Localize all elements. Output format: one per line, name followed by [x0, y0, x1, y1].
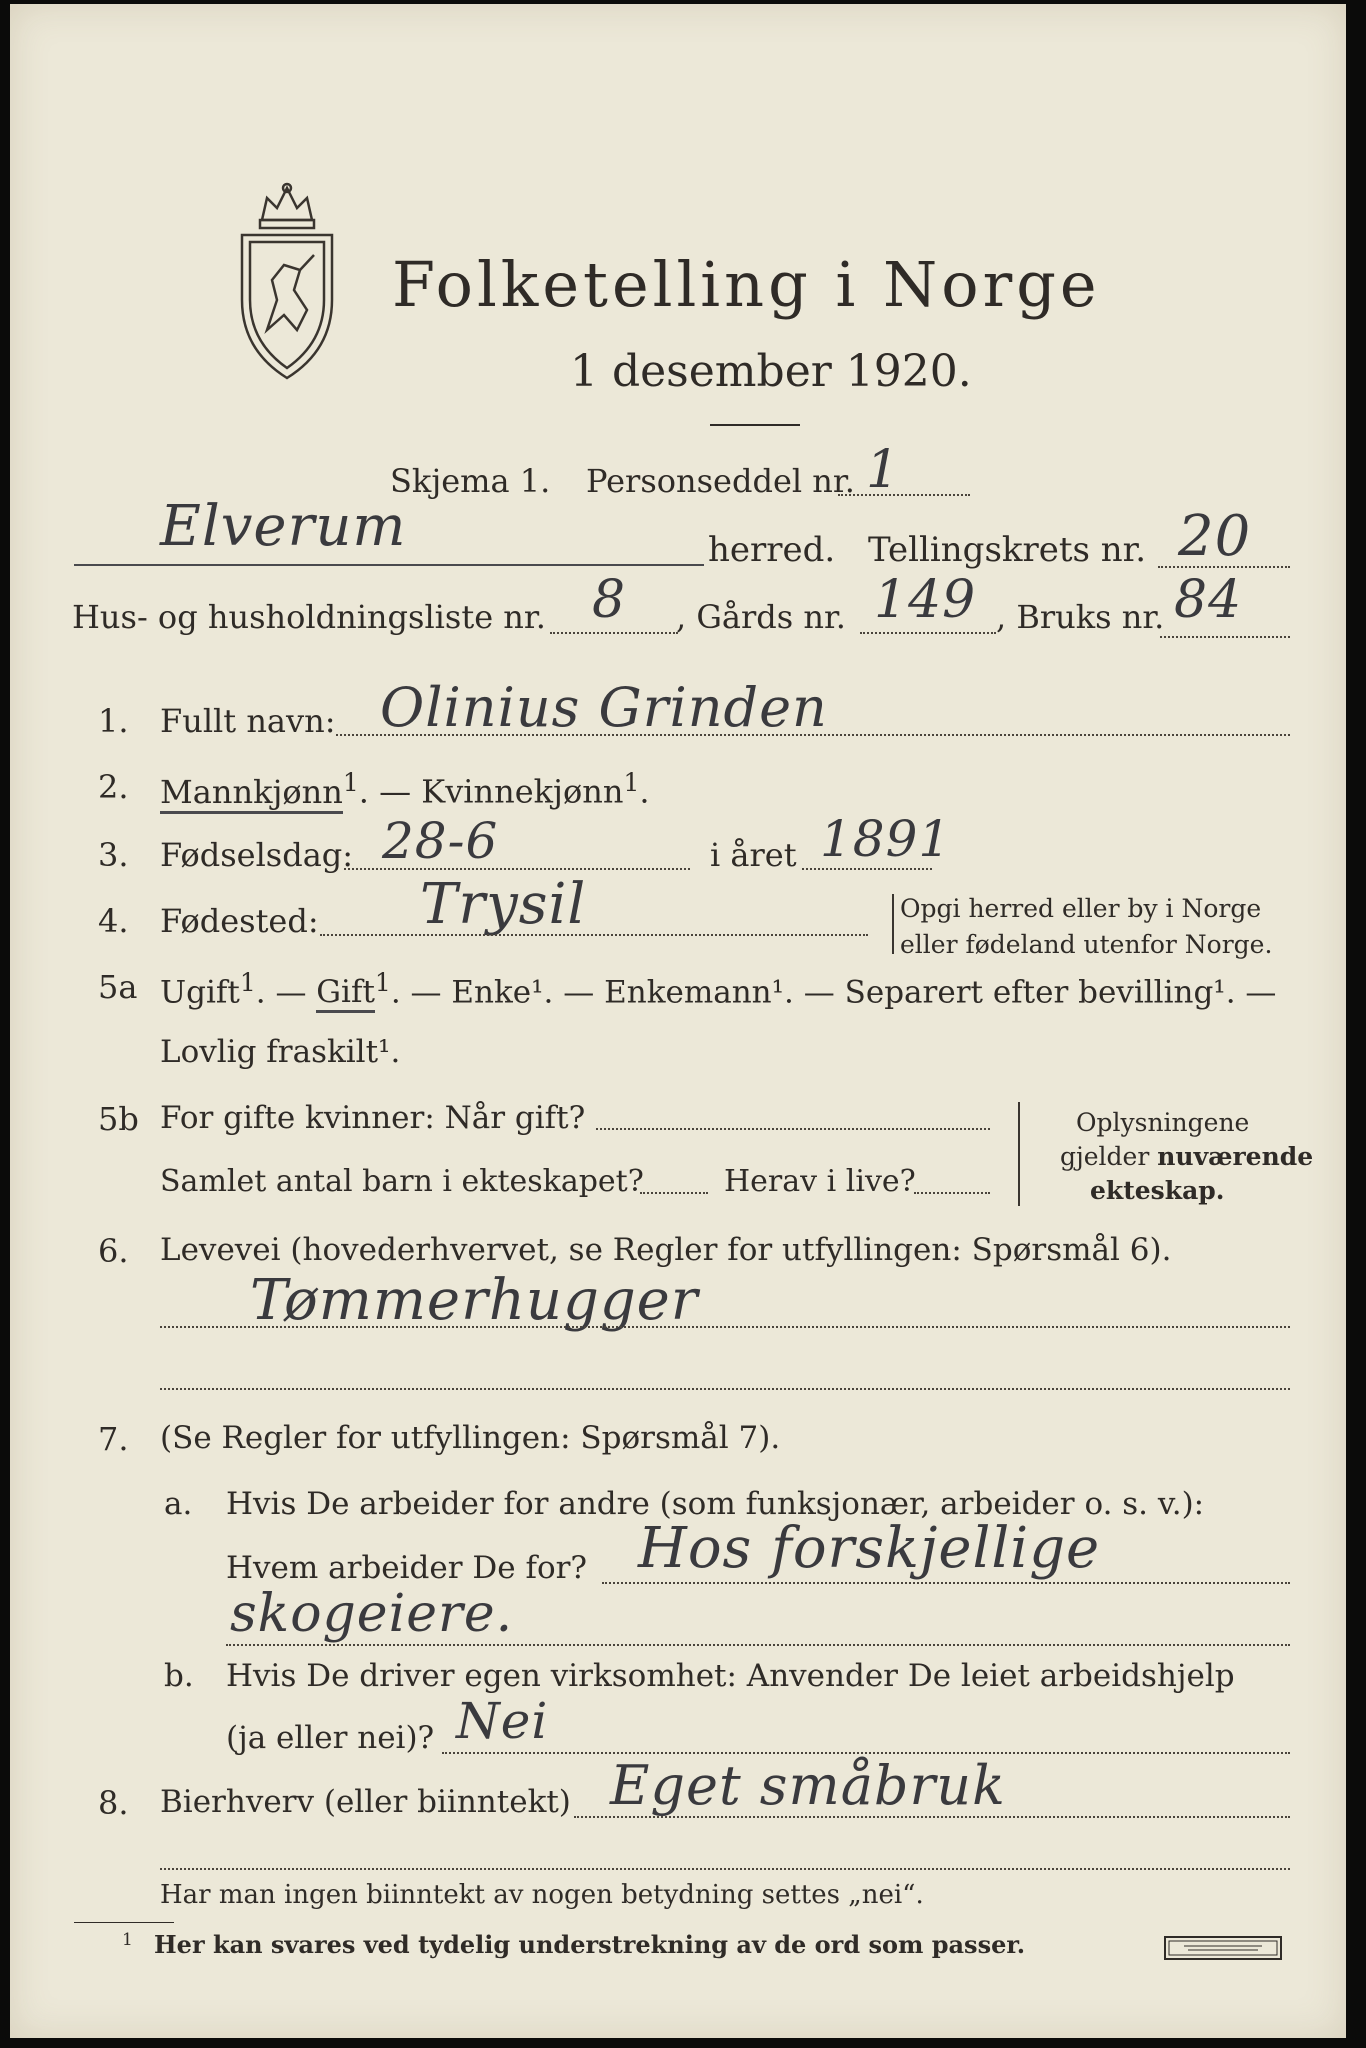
q6-number: 6.	[98, 1232, 129, 1270]
q7b-label: Hvis De driver egen virksomhet: Anvender De leiet arbeidshjelp	[226, 1658, 1235, 1694]
census-date: 1 desember 1920.	[570, 346, 972, 397]
form-title: Folketelling i Norge	[392, 248, 1101, 321]
q1-label: Fullt navn:	[160, 702, 336, 740]
occupation-value: Tømmerhugger	[250, 1268, 699, 1333]
q7-label: (Se Regler for utfyllingen: Spørsmål 7).	[160, 1420, 781, 1456]
hus-label: Hus- og husholdningsliste nr.	[72, 598, 546, 636]
married-option: Gift	[316, 974, 375, 1013]
gards-label: , Gårds nr.	[676, 598, 846, 636]
q2-number: 2.	[98, 768, 129, 806]
personseddel-line	[838, 494, 970, 496]
q3-line	[344, 868, 690, 870]
q5b-when-married-label: For gifte kvinner: Når gift?	[160, 1100, 586, 1136]
q1-number: 1.	[98, 702, 129, 740]
q8-number: 8.	[98, 1784, 129, 1822]
herred-label: herred.	[708, 530, 836, 570]
birthdate-value: 28-6	[382, 812, 499, 870]
employer-value-line2: skogeiere.	[230, 1584, 514, 1644]
male-option: Mannkjønn	[160, 773, 343, 814]
tellingskrets-label: Tellingskrets nr.	[868, 530, 1147, 570]
q3-label: Fødselsdag:	[160, 836, 354, 874]
q5b-note-gjelder: gjelder	[1060, 1142, 1150, 1171]
q5b-note-line3: ekteskap.	[1090, 1176, 1225, 1205]
q3-year-label: i året	[710, 836, 797, 874]
q5a-options: Ugift$^1$. — Gift$^1$. — Enke¹. — Enkemann¹. — Separert efter bevilling¹. —	[160, 968, 1276, 1010]
title-divider	[710, 424, 800, 426]
q5a-remaining-options: — Enke¹. — Enkemann¹. — Separert efter bevilling¹. —	[410, 974, 1277, 1011]
q5b-when-married-line	[596, 1128, 990, 1130]
q5b-note-line1: Oplysningene	[1076, 1108, 1250, 1137]
bruks-line	[1160, 636, 1290, 638]
q1-line	[336, 734, 1290, 736]
divorced-option: Lovlig fraskilt¹.	[160, 1034, 401, 1070]
q7a-label: Hvis De arbeider for andre (som funksjonær, arbeider o. s. v.):	[226, 1486, 1205, 1522]
q3-year-line	[802, 868, 932, 870]
unmarried-option: Ugift	[160, 974, 240, 1011]
personseddel-label: Personseddel nr.	[586, 462, 855, 500]
q4-note-brace	[892, 894, 894, 954]
q8-label: Bierhverv (eller biinntekt)	[160, 1784, 571, 1820]
herred-value: Elverum	[160, 494, 407, 559]
q2-options: Mannkjønn$^1$. — Kvinnekjønn$^1$.	[160, 768, 650, 811]
q4-note-line1: Opgi herred eller by i Norge	[900, 894, 1262, 923]
q8-line-2	[160, 1868, 1290, 1870]
q5b-alive-label: Herav i live?	[724, 1164, 916, 1199]
q5b-number: 5b	[98, 1100, 139, 1138]
side-income-value: Eget småbruk	[610, 1754, 1006, 1817]
q7a-letter: a.	[164, 1486, 193, 1522]
q5b-note-brace	[1018, 1102, 1020, 1206]
q3-number: 3.	[98, 836, 129, 874]
bruks-label: , Bruks nr.	[996, 598, 1165, 636]
hus-value: 8	[592, 570, 627, 630]
q5b-children-label: Samlet antal barn i ekteskapet?	[160, 1164, 644, 1199]
q5b-children-line	[640, 1192, 708, 1194]
birth-year-value: 1891	[820, 810, 952, 868]
q5b-alive-line	[914, 1192, 990, 1194]
printer-stamp-icon	[1164, 1936, 1282, 1960]
full-name-value: Olinius Grinden	[380, 676, 828, 739]
personseddel-value: 1	[866, 440, 901, 500]
q6-line-2	[160, 1388, 1290, 1390]
female-option: Kvinnekjønn	[421, 772, 624, 811]
bruks-value: 84	[1174, 570, 1243, 630]
gards-line	[860, 632, 996, 634]
tellingskrets-line	[1158, 566, 1290, 568]
footnote-text: Her kan svares ved tydelig understrekning av de ord som passer.	[154, 1930, 1026, 1959]
employer-value-line1: Hos forskjellige	[638, 1516, 1101, 1581]
census-form-sheet	[10, 4, 1346, 2038]
q7a-line-2	[226, 1644, 1290, 1646]
q4-label: Fødested:	[160, 902, 319, 940]
q5a-number: 5a	[98, 968, 138, 1006]
q4-line	[320, 934, 868, 936]
q6-label: Levevei (hovederhvervet, se Regler for utfyllingen: Spørsmål 6).	[160, 1232, 1172, 1268]
q7b-letter: b.	[164, 1658, 194, 1694]
tellingskrets-value: 20	[1178, 504, 1252, 569]
birthplace-value: Trysil	[420, 872, 587, 937]
footer-note: Har man ingen biinntekt av nogen betydning settes „nei“.	[160, 1880, 924, 1910]
herred-line	[74, 564, 704, 566]
q4-number: 4.	[98, 902, 129, 940]
q5b-note-line2	[1060, 1142, 1313, 1171]
q7a-line-1	[602, 1582, 1290, 1584]
coat-of-arms-icon	[222, 180, 352, 384]
q6-line-1	[160, 1326, 1290, 1328]
q2-separator: . —	[358, 772, 422, 811]
q7-number: 7.	[98, 1420, 129, 1458]
q5b-note-current: nuværende	[1157, 1142, 1314, 1171]
q4-note-line2: eller fødeland utenfor Norge.	[900, 930, 1273, 959]
gards-value: 149	[874, 570, 977, 630]
q8-line-1	[574, 1816, 1290, 1818]
footnote-marker: 1	[122, 1930, 133, 1950]
hus-line	[550, 632, 678, 634]
q7b-question-label: (ja eller nei)?	[226, 1720, 435, 1756]
schema-label: Skjema 1.	[390, 462, 551, 500]
hired-help-value: Nei	[456, 1692, 549, 1750]
q7a-employer-label: Hvem arbeider De for?	[226, 1550, 588, 1586]
footnote-divider	[74, 1922, 174, 1923]
